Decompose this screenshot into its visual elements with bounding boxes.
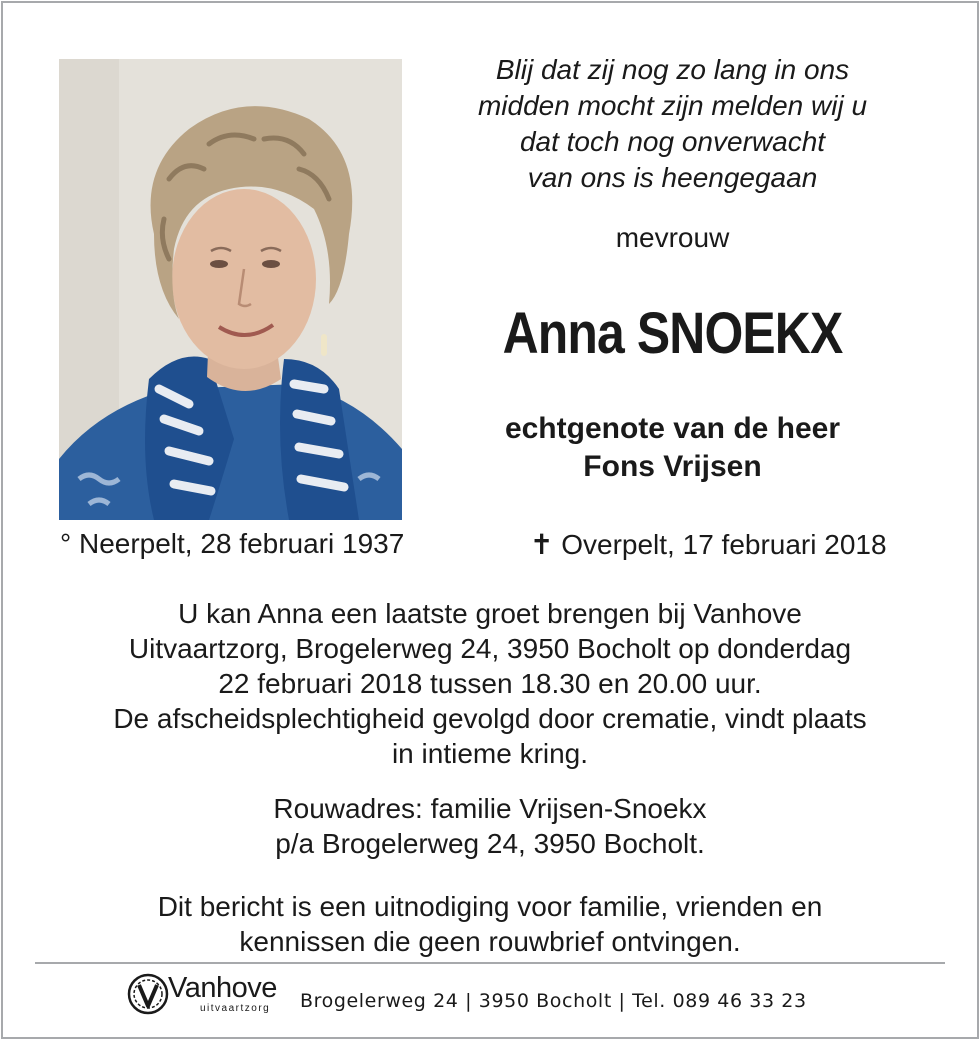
death-info: ✝ Overpelt, 17 februari 2018 [530,529,887,560]
poem-line: midden mocht zijn melden wij u [477,90,868,121]
footer-divider [35,962,945,964]
visitation-text [40,596,940,771]
spouse-info [430,410,915,486]
poem-line: van ons is heengegaan [527,162,818,193]
honorific: mevrouw [615,222,730,253]
spouse-line: echtgenote van de heer [504,412,841,445]
logo-subtitle: uitvaartzorg [200,1003,271,1014]
invitation-line: kennissen die geen rouwbrief ontvingen. [239,926,741,957]
address-line: p/a Brogelerweg 24, 3950 Bocholt. [275,828,705,859]
visitation-line: Uitvaartzorg, Brogelerweg 24, 3950 Bocholt op donderdag [128,633,852,664]
deceased-name: Anna SNOEKX [502,301,843,366]
visitation-line: U kan Anna een laatste groet brengen bij Vanhove [178,598,802,629]
mourning-address [40,791,940,861]
footer-contact: Brogelerweg 24 | 3950 Bocholt | Tel. 089 46 33 23 [300,990,807,1012]
spouse-name: Fons Vrijsen [583,450,762,483]
visitation-line: in intieme kring. [391,738,589,769]
poem [430,52,915,196]
portrait-photo [59,59,402,520]
visitation-line: 22 februari 2018 tussen 18.30 en 20.00 uur. [218,668,762,699]
vanhove-logo [126,970,286,1020]
invitation-line: Dit bericht is een uitnodiging voor familie, vrienden en [157,891,823,922]
logo-mark-icon [126,972,170,1016]
address-line: Rouwadres: familie Vrijsen-Snoekx [273,793,707,824]
poem-line: Blij dat zij nog zo lang in ons [495,54,850,85]
poem-line: dat toch nog onverwacht [519,126,826,157]
invitation-text [40,889,940,959]
logo-name: Vanhove [168,972,277,1004]
birth-info: ° Neerpelt, 28 februari 1937 [60,528,405,559]
visitation-line: De afscheidsplechtigheid gevolgd door crematie, vindt plaats [113,703,867,734]
